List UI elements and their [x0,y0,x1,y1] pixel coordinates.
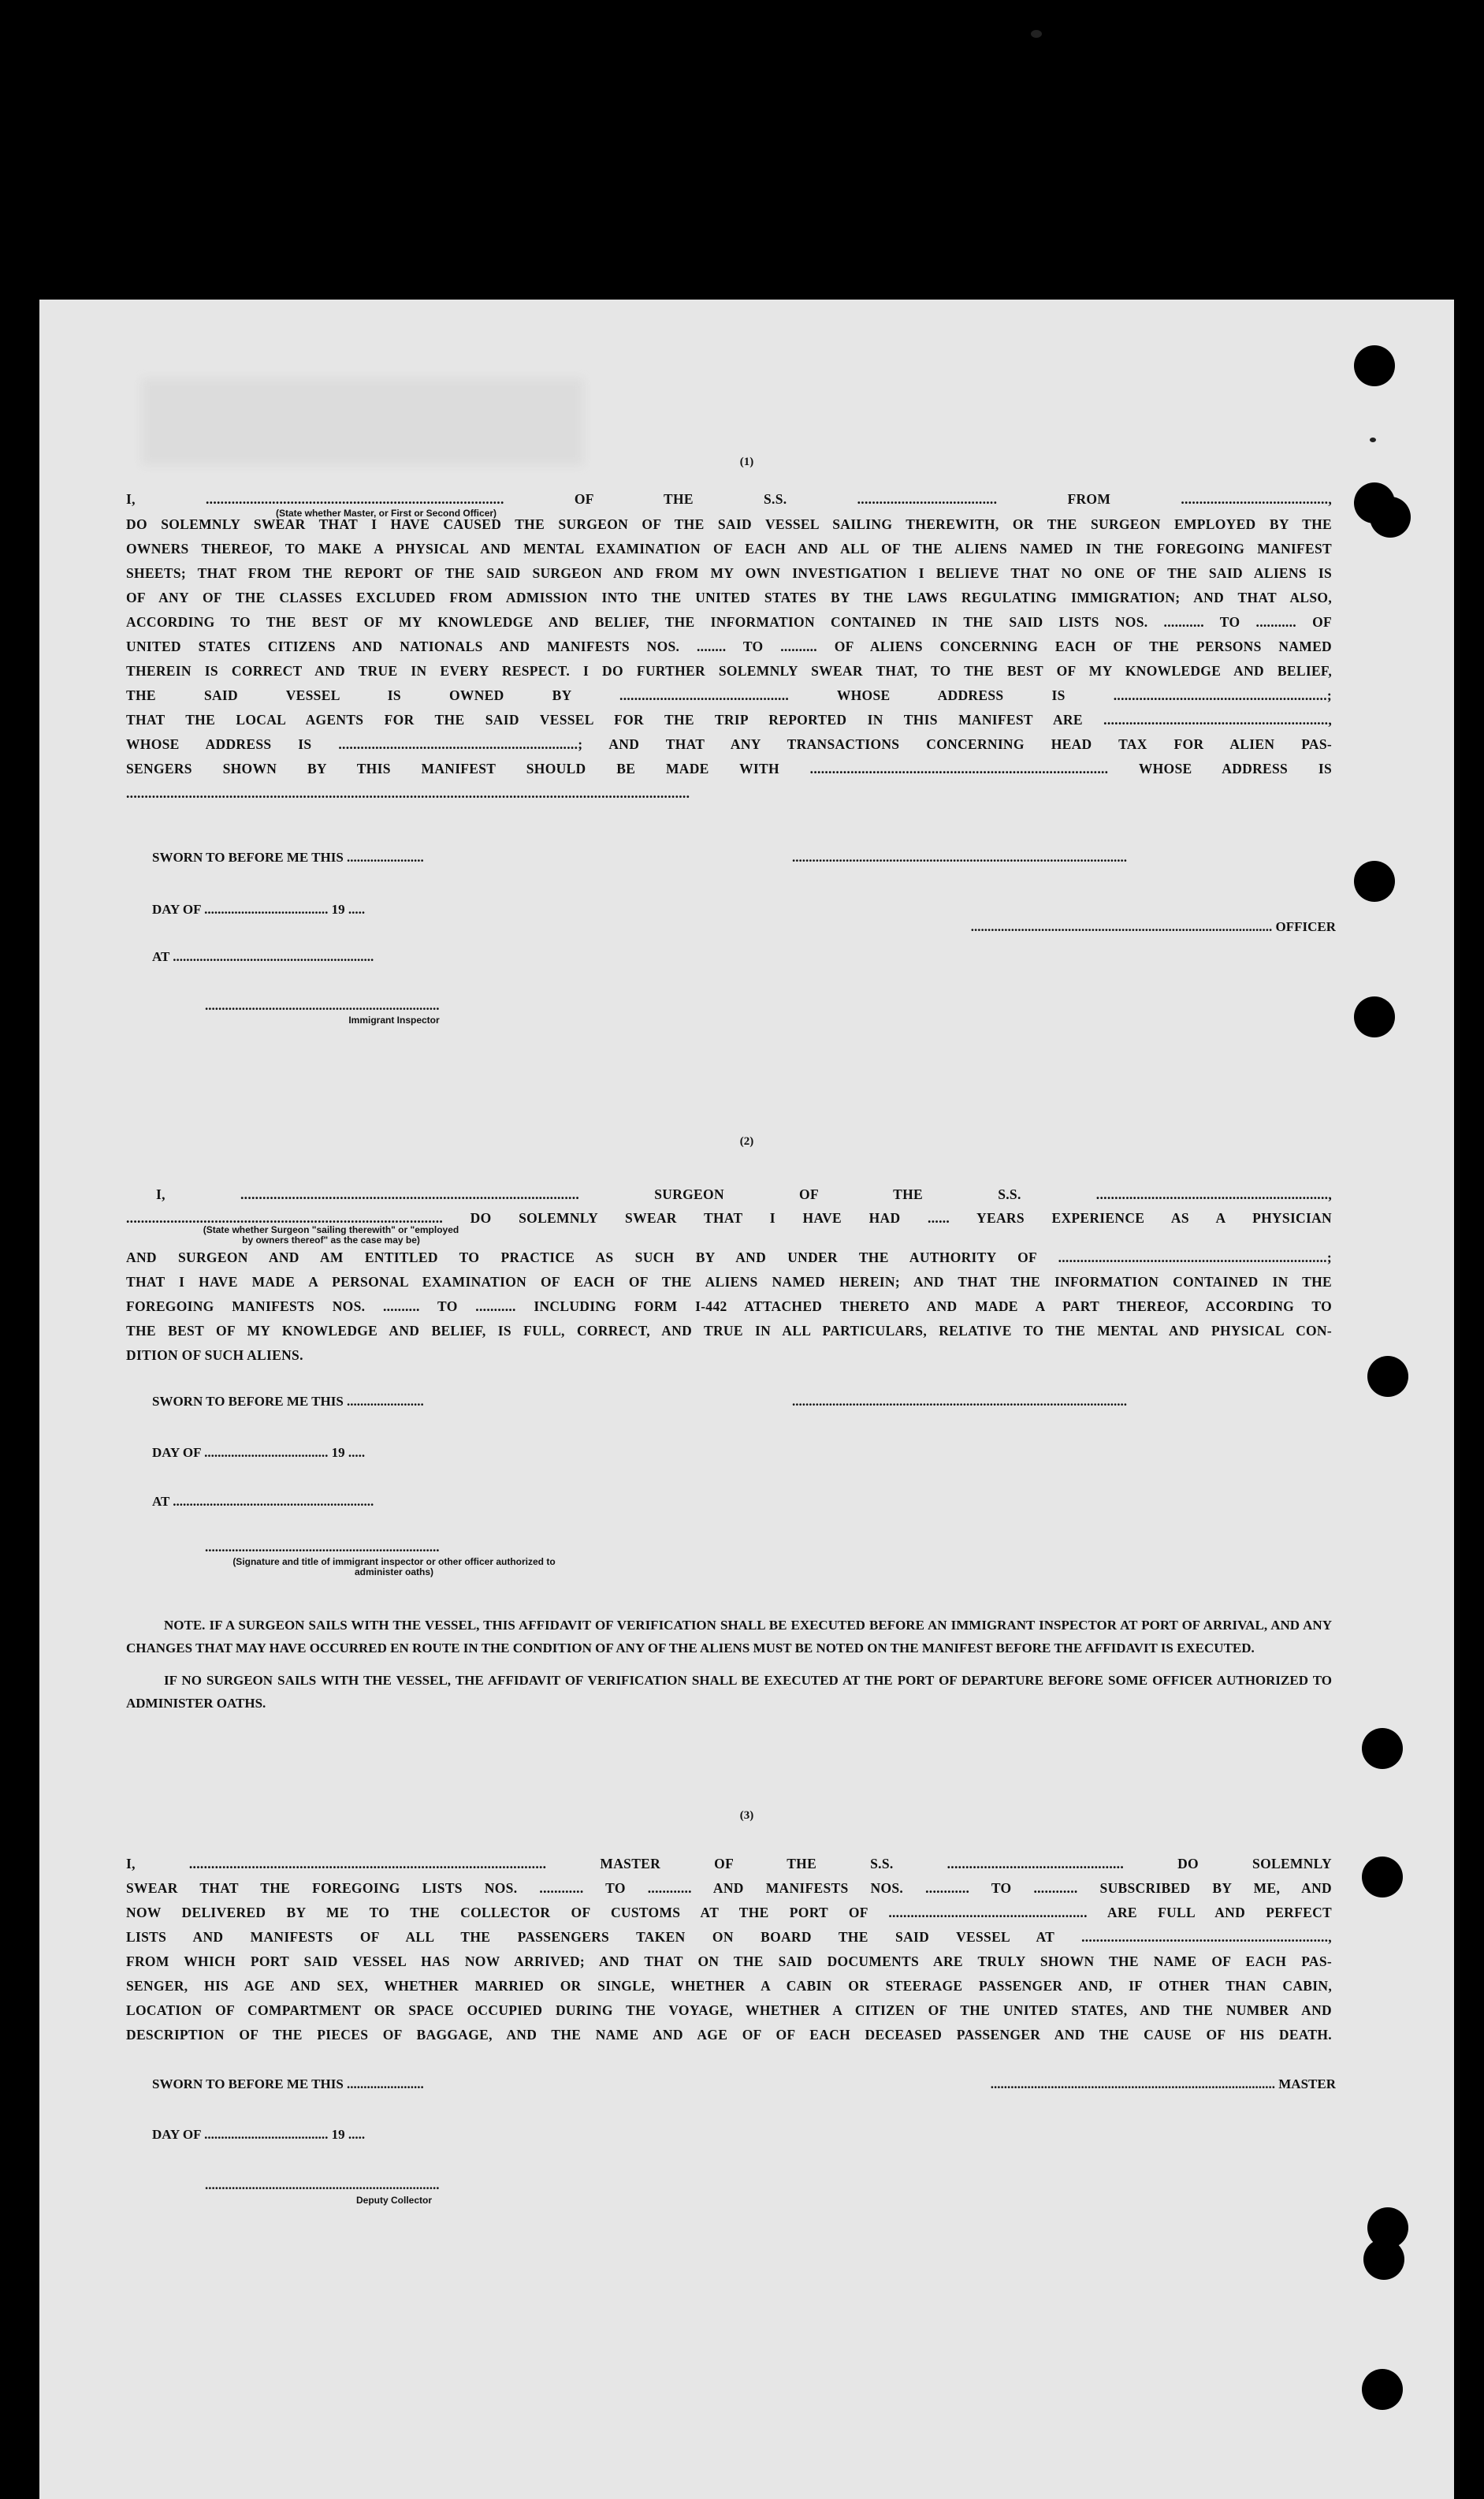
s1-line: ACCORDING TO THE BEST OF MY KNOWLEDGE AND BELIEF, THE INFORMATION CONTAINED IN THE SAID LISTS NOS. ........... TO ........... OF [126,614,1332,630]
s1-day-field: DAY OF ..................................... 19 ..... [152,902,366,917]
manifest-page [39,300,1454,2499]
s2-note-1: NOTE. IF A SURGEON SAILS WITH THE VESSEL, THIS AFFIDAVIT OF VERIFICATION SHALL BE EXECUTED BEFORE AN IMMIGRANT INSPECTOR AT PORT OF ARRIVAL, AND ANY CHANGES THAT MAY HAVE OCCURRED EN ROUTE IN THE CONDITION OF ANY OF THE ALIENS MUST BE NOTED ON THE MANIFEST BEFORE THE AFFIDAVIT IS EXECUTED. [126,1618,1332,1655]
s2-line: AND SURGEON AND AM ENTITLED TO PRACTICE AS SUCH BY AND UNDER THE AUTHORITY OF .........................................................................; [126,1250,1332,1265]
s2-day-field: DAY OF ..................................... 19 ..... [152,1445,366,1460]
s3-line: DESCRIPTION OF THE PIECES OF BAGGAGE, AND THE NAME AND AGE OF OF EACH DECEASED PASSENGER AND THE CAUSE OF HIS DEATH. [126,2027,1332,2043]
s1-officer-line: .......................................................................................... OFFICER [970,919,1336,934]
s1-line: WHOSE ADDRESS IS .................................................................; AND THAT ANY TRANSACTIONS CONCERNING HEAD TAX FOR ALIEN PAS- [126,736,1332,752]
s3-line: SENGER, HIS AGE AND SEX, WHETHER MARRIED OR SINGLE, WHETHER A CABIN OR STEERAGE PASSENGER AND, IF OTHER THAN CABIN, [126,1978,1332,1994]
s1-line: I, ................................................................................. OF THE S.S. ...................................... FROM ........................................, [126,491,1332,507]
section-1-number: (1) [739,456,754,468]
s2-line: ...................................................................................... DO SOLEMNLY SWEAR THAT I HAVE HAD ...... YEARS EXPERIENCE AS A PHYSICIAN [126,1210,1332,1226]
s3-line: LOCATION OF COMPARTMENT OR SPACE OCCUPIED DURING THE VOYAGE, WHETHER A CITIZEN OF THE UNITED STATES, AND THE NUMBER AND [126,2002,1332,2018]
s1-line: OF ANY OF THE CLASSES EXCLUDED FROM ADMISSION INTO THE UNITED STATES BY THE LAWS REGULATING IMMIGRATION; AND THAT ALSO, [126,590,1332,605]
s2-inspector-caption: (Signature and title of immigrant inspector or other officer authorized to administer oaths) [232,1556,556,1577]
s2-caption: (State whether Surgeon "sailing therewith" or "employed by owners thereof" as the case may be) [203,1224,459,1246]
s2-line: THE BEST OF MY KNOWLEDGE AND BELIEF, IS FULL, CORRECT, AND TRUE IN ALL PARTICULARS, RELATIVE TO THE MENTAL AND PHYSICAL CON- [126,1323,1332,1339]
page-smudge [142,378,583,465]
punch-hole [1354,345,1395,386]
s2-line: I, ............................................................................................ SURGEON OF THE S.S. ..............................................................., [156,1186,1332,1202]
s1-line: DO SOLEMNLY SWEAR THAT I HAVE CAUSED THE SURGEON OF THE SAID VESSEL SAILING THEREWITH, OR THE SURGEON EMPLOYED BY THE [126,516,1332,532]
s1-line: SENGERS SHOWN BY THIS MANIFEST SHOULD BE MADE WITH ................................................................................. WHOSE ADDRESS IS [126,761,1332,777]
s3-line: LISTS AND MANIFESTS OF ALL THE PASSENGERS TAKEN ON BOARD THE SAID VESSEL AT ..................................................................., [126,1929,1332,1945]
punch-hole [1362,1857,1403,1898]
s3-master-line: ..................................................................................... MASTER [990,2076,1336,2091]
s1-line: THE SAID VESSEL IS OWNED BY .............................................. WHOSE ADDRESS IS ..........................................................; [126,687,1332,703]
s3-line: FROM WHICH PORT SAID VESSEL HAS NOW ARRIVED; AND THAT ON THE SAID DOCUMENTS ARE TRULY SHOWN THE NAME OF EACH PAS- [126,1953,1332,1969]
s1-sworn-field: SWORN TO BEFORE ME THIS ....................... [152,850,424,865]
s1-caption: (State whether Master, or First or Second Officer) [275,508,497,519]
s2-inspector-line: ...................................................................... [205,1540,440,1555]
s3-sworn-field: SWORN TO BEFORE ME THIS ....................... [152,2076,424,2091]
s2-note [126,1614,1332,1715]
s1-signature-line: .................................................................................................... [792,850,1127,865]
punch-hole [1367,1356,1408,1397]
s1-line: OWNERS THEREOF, TO MAKE A PHYSICAL AND MENTAL EXAMINATION OF EACH AND ALL OF THE ALIENS NAMED IN THE FOREGOING MANIFEST [126,541,1332,557]
s3-collector-caption: Deputy Collector [355,2195,432,2206]
punch-hole [1363,2239,1404,2280]
speck [1031,30,1042,38]
s3-day-field: DAY OF ..................................... 19 ..... [152,2127,366,2142]
s2-sworn-field: SWORN TO BEFORE ME THIS ....................... [152,1394,424,1409]
s2-line: FOREGOING MANIFESTS NOS. .......... TO ........... INCLUDING FORM I-442 ATTACHED THERETO AND MADE A PART THEREOF, ACCORDING TO [126,1298,1332,1314]
s1-inspector-caption: Immigrant Inspector [348,1015,440,1026]
s3-line: NOW DELIVERED BY ME TO THE COLLECTOR OF CUSTOMS AT THE PORT OF ...................................................... ARE FULL AND PERFECT [126,1905,1332,1920]
punch-hole [1370,497,1411,538]
s2-signature-line: .................................................................................................... [792,1394,1127,1409]
section-2-number: (2) [739,1135,754,1148]
punch-hole [1362,1728,1403,1769]
s1-line: SHEETS; THAT FROM THE REPORT OF THE SAID SURGEON AND FROM MY OWN INVESTIGATION I BELIEVE THAT NO ONE OF THE SAID ALIENS IS [126,565,1332,581]
s2-at-field: AT ............................................................ [152,1494,374,1509]
s1-at-field: AT ............................................................ [152,949,374,964]
s3-collector-line: ...................................................................... [205,2177,440,2192]
s2-line: THAT I HAVE MADE A PERSONAL EXAMINATION OF EACH OF THE ALIENS NAMED HEREIN; AND THAT THE INFORMATION CONTAINED IN THE [126,1274,1332,1290]
s1-inspector-line: ...................................................................... [205,998,440,1013]
section-3-number: (3) [739,1809,754,1822]
punch-hole [1354,996,1395,1037]
s2-note-2: IF NO SURGEON SAILS WITH THE VESSEL, THE AFFIDAVIT OF VERIFICATION SHALL BE EXECUTED AT THE PORT OF DEPARTURE BEFORE SOME OFFICER AUTHORIZED TO ADMINISTER OATHS. [126,1673,1332,1711]
speck [1370,438,1376,442]
s3-line: SWEAR THAT THE FOREGOING LISTS NOS. ............ TO ............ AND MANIFESTS NOS. ............ TO ............ SUBSCRIBED BY ME, AND [126,1880,1332,1896]
s1-line: THAT THE LOCAL AGENTS FOR THE SAID VESSEL FOR THE TRIP REPORTED IN THIS MANIFEST ARE ............................................................., [126,712,1332,728]
s1-line: UNITED STATES CITIZENS AND NATIONALS AND MANIFESTS NOS. ........ TO .......... OF ALIENS CONCERNING EACH OF THE PERSONS NAMED [126,639,1332,654]
s3-line: I, ................................................................................................. MASTER OF THE S.S. ................................................ DO SOLEMNLY [126,1856,1332,1871]
punch-hole [1354,861,1395,902]
punch-hole [1362,2369,1403,2410]
s1-line: ......................................................................................................................................................... [126,785,690,801]
s1-line: THEREIN IS CORRECT AND TRUE IN EVERY RESPECT. I DO FURTHER SOLEMNLY SWEAR THAT, TO THE BEST OF MY KNOWLEDGE AND BELIEF, [126,663,1332,679]
s2-line: DITION OF SUCH ALIENS. [126,1347,303,1363]
